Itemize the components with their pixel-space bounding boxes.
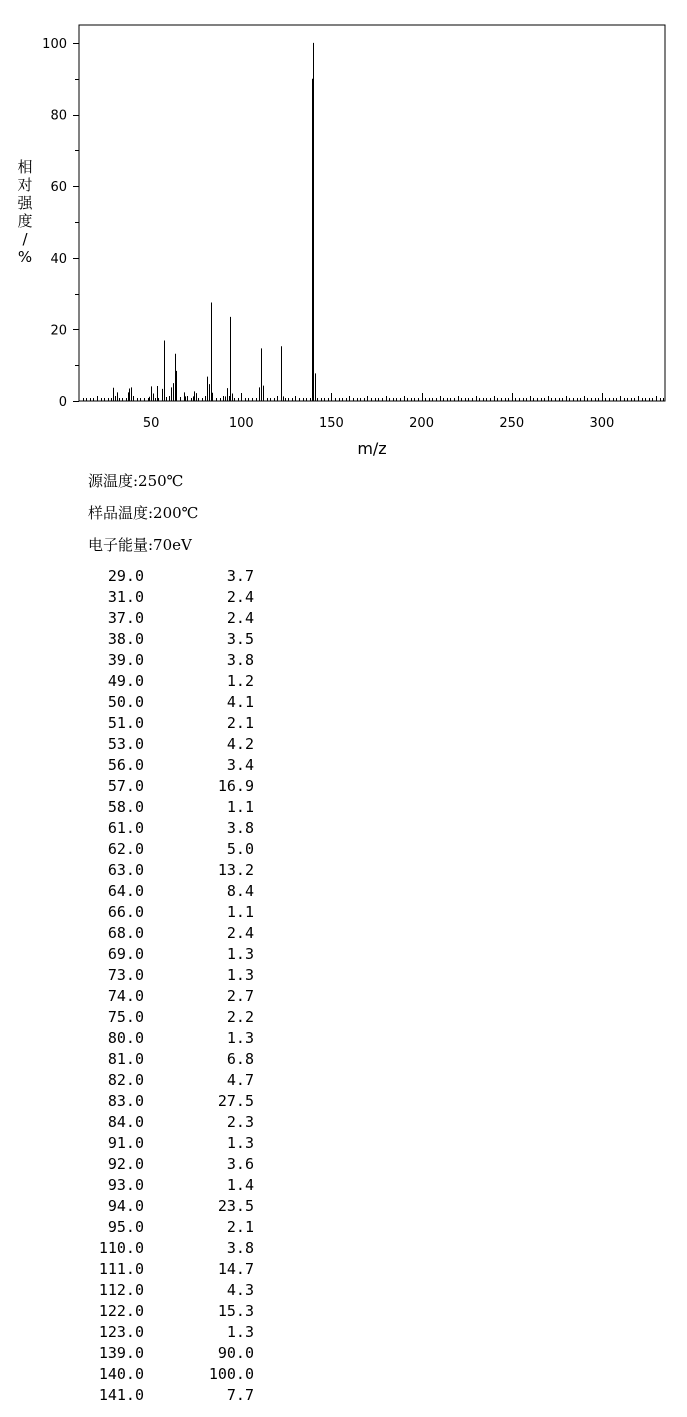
peak-row [86, 1343, 266, 1364]
peak-abundance: 1.3 [226, 1029, 254, 1047]
y-axis-label-char: 对 [17, 176, 33, 194]
y-tick-label-100: 100 [42, 36, 67, 52]
peak-mz: 51.0 [107, 714, 144, 732]
peak-row [86, 1301, 266, 1322]
peak-mz: 74.0 [107, 987, 144, 1005]
peak-row [86, 1322, 266, 1343]
y-axis-label-char: / [22, 230, 28, 248]
peak-mz: 84.0 [107, 1113, 144, 1131]
peak-mz: 75.0 [107, 1008, 144, 1026]
peak-row [86, 965, 266, 986]
peak-mz: 92.0 [107, 1155, 144, 1173]
peak-mz: 56.0 [107, 756, 144, 774]
peak-mz: 31.0 [107, 588, 144, 606]
peak-mz: 58.0 [107, 798, 144, 816]
peak-mz: 139.0 [98, 1344, 144, 1362]
peak-abundance: 1.3 [226, 966, 254, 984]
y-axis-label [17, 158, 33, 266]
y-axis-label-char: 相 [17, 158, 33, 176]
peak-abundance: 3.8 [226, 651, 254, 669]
peak-mz: 82.0 [107, 1071, 144, 1089]
peak-mz: 68.0 [107, 924, 144, 942]
peak-row [86, 1385, 266, 1406]
peak-abundance: 2.4 [226, 588, 254, 606]
peak-mz: 111.0 [98, 1260, 144, 1278]
peak-row [86, 608, 266, 629]
y-axis-label-char: 度 [17, 212, 33, 230]
peak-row [86, 1049, 266, 1070]
peak-row [86, 713, 266, 734]
peak-row [86, 566, 266, 587]
peak-mz: 73.0 [107, 966, 144, 984]
peak-row [86, 1259, 266, 1280]
peak-abundance: 23.5 [217, 1197, 254, 1215]
peak-mz: 122.0 [98, 1302, 144, 1320]
x-tick-label-50: 50 [142, 416, 160, 431]
y-axis-ticks [42, 37, 79, 410]
peak-abundance: 1.3 [226, 945, 254, 963]
peak-mz: 140.0 [98, 1365, 144, 1383]
peak-abundance: 13.2 [217, 861, 254, 879]
peak-abundance: 2.1 [226, 714, 254, 732]
peak-table [86, 566, 266, 1406]
peak-mz: 91.0 [107, 1134, 144, 1152]
peak-abundance: 3.5 [226, 630, 254, 648]
peak-row [86, 587, 266, 608]
y-axis-label-char: 强 [17, 194, 33, 212]
mass-spectrum-chart [0, 0, 687, 460]
peak-abundance: 15.3 [217, 1302, 254, 1320]
x-tick-label-200: 200 [409, 416, 434, 431]
y-tick-label-0: 0 [58, 395, 67, 410]
sample-temperature: 样品温度:200℃ [88, 504, 199, 522]
peak-abundance: 4.3 [226, 1281, 254, 1299]
peak-row [86, 1280, 266, 1301]
y-tick-label-60: 60 [50, 180, 67, 196]
peak-row [86, 1175, 266, 1196]
chart-axes [79, 25, 665, 401]
peak-row [86, 986, 266, 1007]
peak-row [86, 944, 266, 965]
peak-row [86, 1196, 266, 1217]
chart-bars [114, 43, 316, 401]
peak-mz: 62.0 [107, 840, 144, 858]
peak-mz: 64.0 [107, 882, 144, 900]
peak-abundance: 2.2 [226, 1008, 254, 1026]
peak-mz: 81.0 [107, 1050, 144, 1068]
peak-mz: 110.0 [98, 1239, 144, 1257]
y-tick-label-40: 40 [50, 251, 67, 267]
source-temperature: 源温度:250℃ [88, 472, 184, 490]
peak-abundance: 4.2 [226, 735, 254, 753]
peak-mz: 66.0 [107, 903, 144, 921]
peak-abundance: 90.0 [217, 1344, 254, 1362]
plot-frame [79, 25, 665, 401]
peak-mz: 37.0 [107, 609, 144, 627]
peak-abundance: 3.8 [226, 1239, 254, 1257]
peak-mz: 141.0 [98, 1386, 144, 1404]
peak-mz: 53.0 [107, 735, 144, 753]
peak-row [86, 1133, 266, 1154]
peak-row [86, 1154, 266, 1175]
x-axis-ticks [84, 393, 664, 431]
peak-abundance: 27.5 [217, 1092, 254, 1110]
peak-abundance: 2.1 [226, 1218, 254, 1236]
peak-abundance: 8.4 [226, 882, 254, 900]
peak-row [86, 1364, 266, 1385]
peak-mz: 93.0 [107, 1176, 144, 1194]
peak-mz: 38.0 [107, 630, 144, 648]
peak-row [86, 797, 266, 818]
peak-row [86, 839, 266, 860]
peak-row [86, 671, 266, 692]
peak-abundance: 7.7 [226, 1386, 254, 1404]
y-tick-label-20: 20 [50, 323, 67, 339]
peak-mz: 95.0 [107, 1218, 144, 1236]
peak-abundance: 5.0 [226, 840, 254, 858]
x-tick-label-300: 300 [589, 416, 615, 431]
peak-row [86, 692, 266, 713]
peak-row [86, 1007, 266, 1028]
peak-row [86, 860, 266, 881]
x-tick-label-150: 150 [319, 416, 344, 431]
electron-energy: 电子能量:70eV [88, 536, 192, 554]
peak-abundance: 3.4 [226, 756, 254, 774]
peak-mz: 80.0 [107, 1029, 144, 1047]
peak-row [86, 1112, 266, 1133]
peak-mz: 39.0 [107, 651, 144, 669]
peak-row [86, 734, 266, 755]
peak-mz: 112.0 [98, 1281, 144, 1299]
peak-row [86, 902, 266, 923]
peak-abundance: 1.1 [226, 903, 254, 921]
peak-abundance: 1.3 [226, 1323, 254, 1341]
peak-abundance: 4.7 [226, 1071, 254, 1089]
peak-abundance: 3.7 [226, 567, 254, 585]
peak-row [86, 776, 266, 797]
x-tick-label-100: 100 [228, 416, 254, 431]
peak-mz: 94.0 [107, 1197, 144, 1215]
peak-abundance: 16.9 [217, 777, 254, 795]
peak-abundance: 2.4 [226, 924, 254, 942]
peak-row [86, 881, 266, 902]
peak-mz: 49.0 [107, 672, 144, 690]
peak-row [86, 650, 266, 671]
peak-abundance: 4.1 [226, 693, 254, 711]
peak-mz: 57.0 [107, 777, 144, 795]
y-axis-label-char: % [17, 248, 33, 266]
x-tick-label-250: 250 [499, 416, 525, 431]
peak-abundance: 3.6 [226, 1155, 254, 1173]
peak-mz: 83.0 [107, 1092, 144, 1110]
peak-abundance: 1.1 [226, 798, 254, 816]
peak-row [86, 1028, 266, 1049]
peak-abundance: 14.7 [217, 1260, 254, 1278]
peak-mz: 29.0 [107, 567, 144, 585]
peak-abundance: 3.8 [226, 819, 254, 837]
peak-row [86, 629, 266, 650]
peak-mz: 50.0 [107, 693, 144, 711]
peak-row [86, 1091, 266, 1112]
peak-row [86, 1217, 266, 1238]
y-tick-label-80: 80 [50, 108, 67, 124]
peak-mz: 61.0 [107, 819, 144, 837]
peak-mz: 63.0 [107, 861, 144, 879]
peak-row [86, 923, 266, 944]
peak-abundance: 2.3 [226, 1113, 254, 1131]
peak-abundance: 1.4 [226, 1176, 254, 1194]
peak-abundance: 100.0 [208, 1365, 254, 1383]
peak-abundance: 1.3 [226, 1134, 254, 1152]
x-axis-label: m/z [357, 439, 387, 458]
peak-row [86, 818, 266, 839]
peak-abundance: 2.7 [226, 987, 254, 1005]
peak-abundance: 2.4 [226, 609, 254, 627]
peak-row [86, 1238, 266, 1259]
peak-abundance: 1.2 [226, 672, 254, 690]
peak-abundance: 6.8 [226, 1050, 254, 1068]
peak-row [86, 755, 266, 776]
peak-mz: 123.0 [98, 1323, 144, 1341]
peak-row [86, 1070, 266, 1091]
peak-mz: 69.0 [107, 945, 144, 963]
